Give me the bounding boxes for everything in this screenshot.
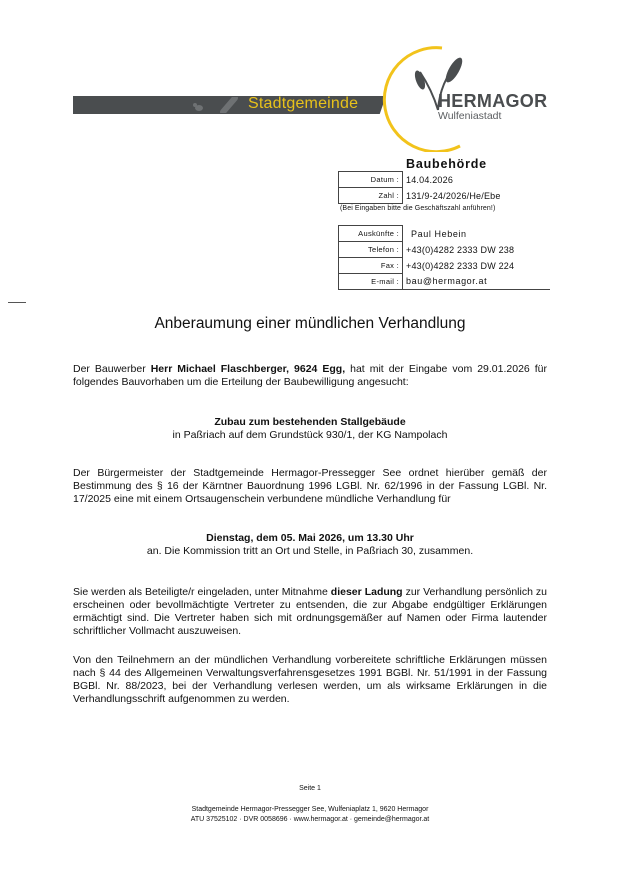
invitation-rest: zur Verhandlung persönlich zu erscheinen oder bevollmächtigte Vertreter zu entsenden, die zur Abgabe endgültiger Erklärungen ermächtigt sind. Die Vertreter haben sich mit ordnungsgemäßer auf Namen oder Firma lautender schriftlicher Vollmacht auszuweisen. [73,586,547,637]
page-number: Seite 1 [299,785,321,792]
applicant-intro: Der Bauwerber [73,363,151,375]
hearing-block [60,532,560,558]
paragraph-invitation [73,586,547,638]
fold-mark [8,302,26,303]
phone-label: Telefon : [339,242,403,258]
reference-hint: (Bei Eingaben bitte die Geschäftszahl anführen!) [340,205,496,212]
contact-table [338,225,550,290]
date-value: 14.04.2026 [406,174,454,185]
contact-row [339,226,551,242]
logo-subtitle: Wulfeniastadt [438,110,502,122]
reference-table [338,171,501,204]
invitation-emphasis: dieser Ladung [330,586,403,598]
authority-name: Baubehörde [406,157,487,171]
hearing-date: Dienstag, dem 05. Mai 2026, um 13.30 Uhr [206,532,414,544]
fax-value: +43(0)4282 2333 DW 224 [406,260,515,271]
reference-value: 131/9-24/2026/He/Ebe [406,190,501,201]
contact-row [339,242,551,258]
date-label: Datum : [339,172,403,188]
document-title: Anberaumung einer mündlichen Verhandlung [154,315,466,332]
invitation-intro: Sie werden als Beteiligte/r eingeladen, unter Mitnahme [73,586,331,598]
paragraph-applicant [73,363,547,389]
date-row [339,172,501,188]
project-title: Zubau zum bestehenden Stallgebäude [214,416,406,428]
email-value[interactable]: bau@hermagor.at [406,276,488,287]
footer-address: Stadtgemeinde Hermagor-Pressegger See, Wulfeniaplatz 1, 9620 Hermagor [191,806,429,813]
paragraph-mayor: Der Bürgermeister der Stadtgemeinde Hermagor-Pressegger See ordnet hierüber gemäß der Bestimmung des § 16 der Kärntner Bauordnung 1996 LGBl. Nr. 62/1996 in der Fassung LGBl. Nr. 17/2025 eine mit einem Ortsaugenschein verbundene mündliche Verhandlung für [73,467,547,505]
hearing-place: an. Die Kommission tritt an Ort und Stelle, in Paßriach 30, zusammen. [146,545,474,557]
banner-text: Stadtgemeinde [248,95,359,112]
project-block [60,416,560,442]
paragraph-statements: Von den Teilnehmern an der mündlichen Verhandlung vorbereitete schriftliche Erklärungen müssen nach § 44 des Allgemeinen Verwaltungsverfahrensgesetzes 1991 BGBl. Nr. 51/1991 in der Fassung BGBl. Nr. 88/2023, bei der Verhandlung verlesen werden, um als wirksame Erklärungen in die Verhandlungsschrift aufgenommen zu werden. [73,654,547,705]
footer-address-block [0,805,620,825]
fax-label: Fax : [339,258,403,274]
contact-row [339,274,551,290]
applicant-name: Herr Michael Flaschberger, 9624 Egg, [150,363,346,375]
contact-row [339,258,551,274]
email-label: E-mail : [339,274,403,290]
reference-row [339,188,501,204]
contact-person-label: Auskünfte : [339,226,403,242]
project-location: in Paßriach auf dem Grundstück 930/1, der KG Nampolach [172,429,448,441]
reference-label: Zahl : [339,188,403,204]
wheat-watermark-icon [185,97,245,113]
applicant-rest: hat mit der Eingabe vom 29.01.2026 für folgendes Bauvorhaben um die Erteilung der Baubewilligung angesucht: [73,363,548,388]
phone-value: +43(0)4282 2333 DW 238 [406,244,515,255]
footer-ids: ATU 37525102 · DVR 0058696 · www.hermagor.at · gemeinde@hermagor.at [190,816,430,823]
contact-person-value: Paul Hebein [411,228,467,239]
logo-title: HERMAGOR [438,91,548,111]
